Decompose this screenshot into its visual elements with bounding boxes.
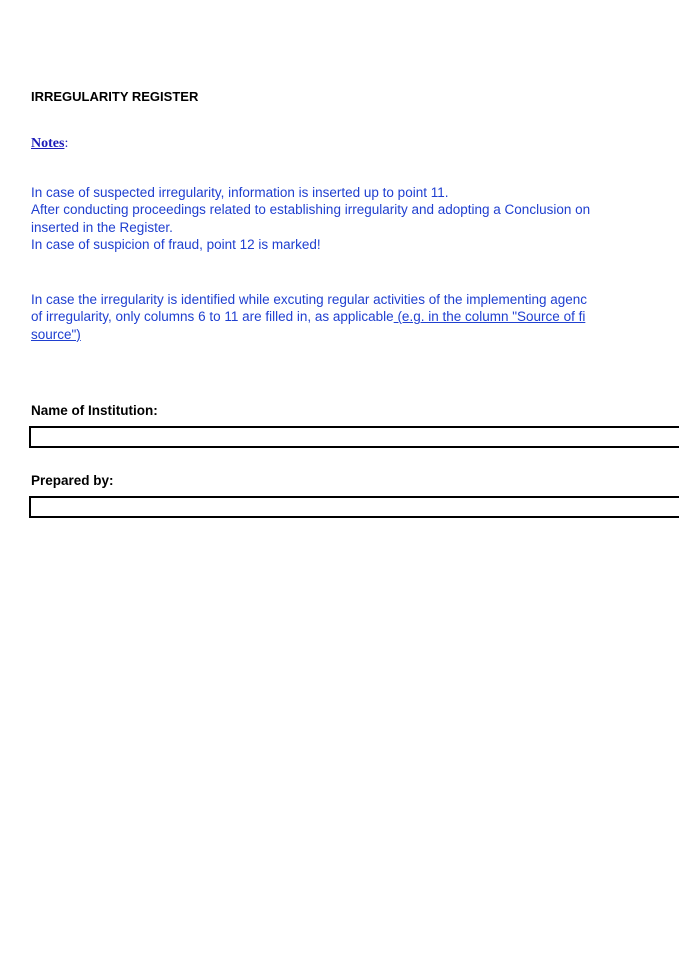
page-title: IRREGULARITY REGISTER bbox=[31, 89, 199, 104]
institution-field[interactable] bbox=[29, 426, 679, 448]
paragraph-2-line-3: source") bbox=[31, 326, 81, 342]
paragraph-2-line-1: In case the irregularity is identified while excuting regular activities of the implementing agenc bbox=[31, 292, 588, 307]
paragraph-2-line-2 bbox=[31, 308, 587, 325]
notes-paragraph-2 bbox=[31, 291, 587, 343]
paragraph-1-line-2: After conducting proceedings related to establishing irregularity and adopting a Conclusion on bbox=[31, 202, 591, 218]
notes-suffix: : bbox=[64, 136, 69, 151]
prepared-by-field[interactable] bbox=[29, 496, 679, 518]
paragraph-1-line-1: In case of suspected irregularity, information is inserted up to point 11. bbox=[31, 185, 449, 200]
paragraph-1-line-3: inserted in the Register. bbox=[31, 219, 173, 235]
paragraph-2-line-2-underlined: (e.g. in the column "Source of fi bbox=[393, 309, 586, 325]
notes-heading: Notes bbox=[31, 136, 65, 151]
paragraph-2-line-2-plain: of irregularity, only columns 6 to 11 are filled in, as applicable bbox=[31, 309, 394, 325]
paragraph-1-line-4: In case of suspicion of fraud, point 12 is marked! bbox=[31, 236, 321, 252]
notes-paragraph-1 bbox=[31, 184, 590, 253]
prepared-by-label: Prepared by: bbox=[31, 473, 114, 488]
institution-label: Name of Institution: bbox=[31, 403, 158, 418]
notes-line bbox=[31, 136, 68, 152]
